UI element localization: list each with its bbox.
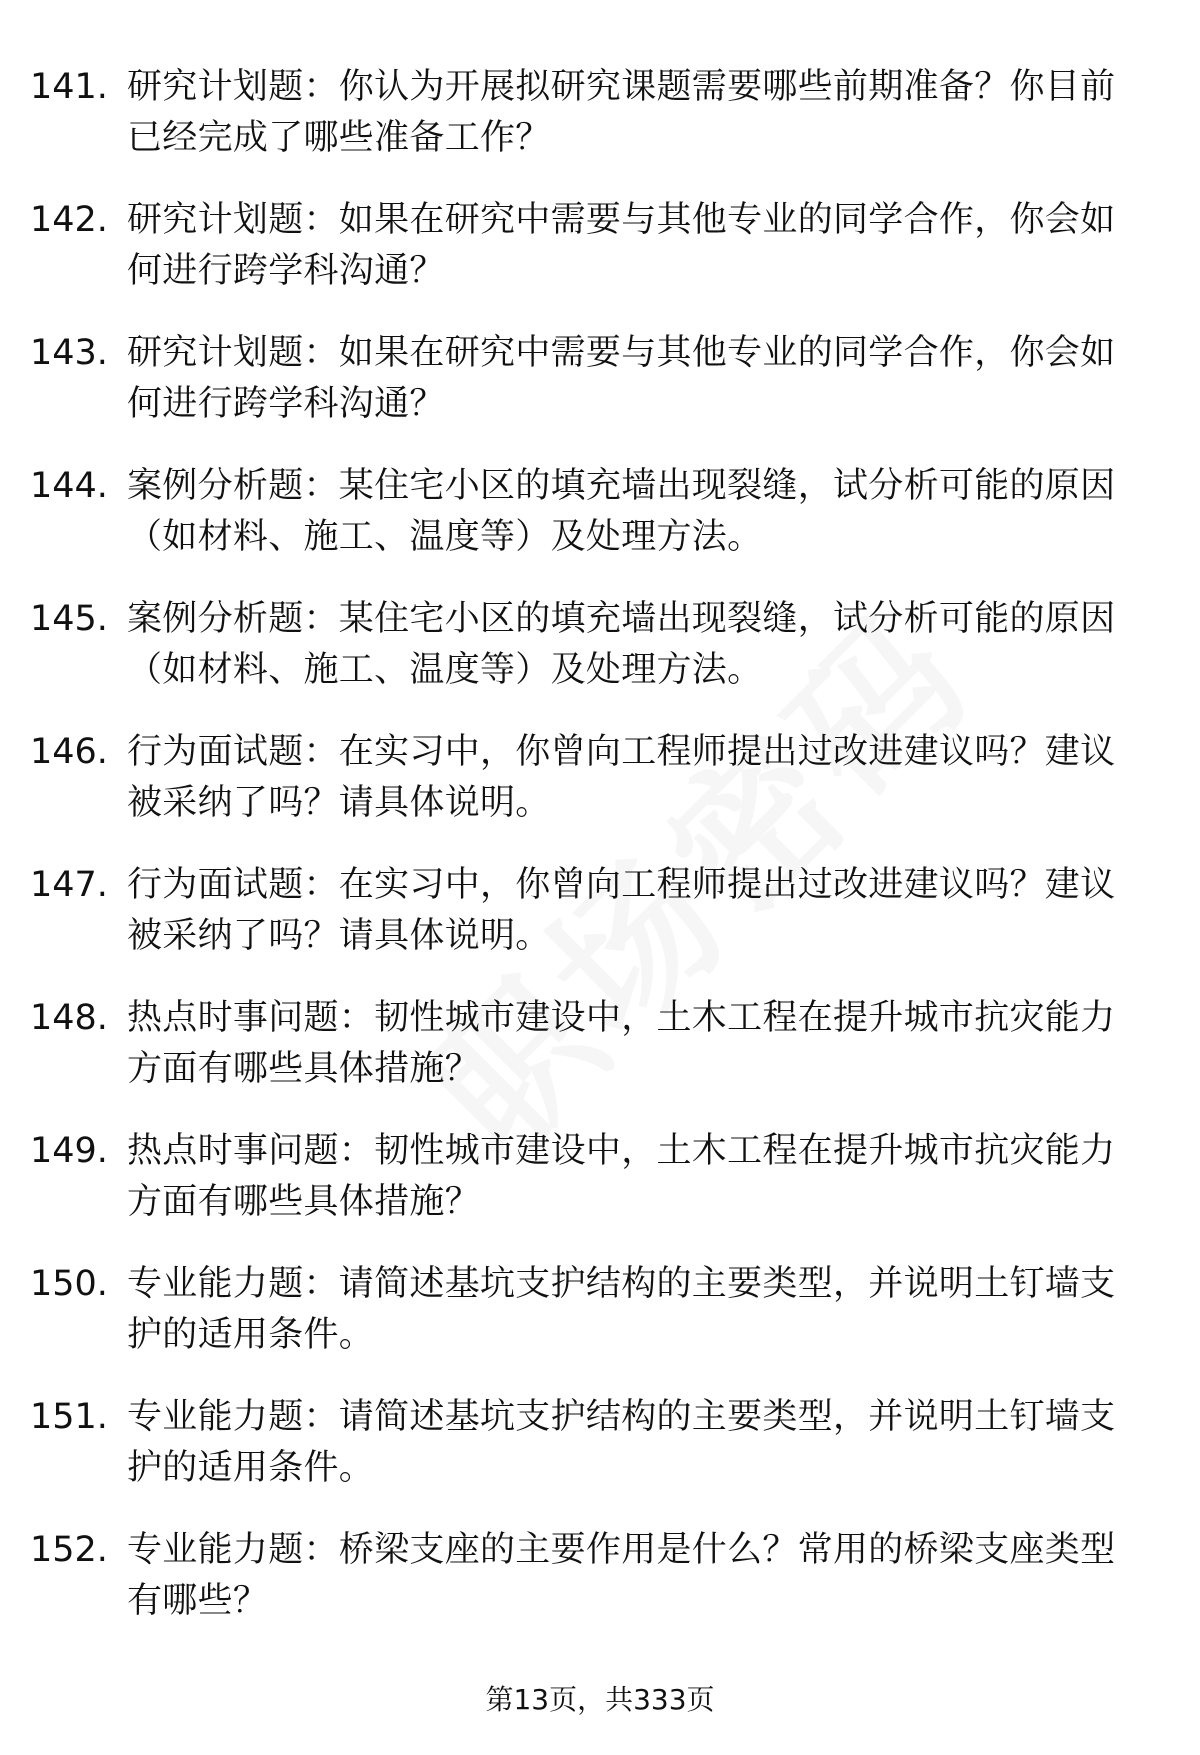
- question-text: 热点时事问题：韧性城市建设中，土木工程在提升城市抗灾能力方面有哪些具体措施？: [127, 998, 1116, 1089]
- question-text: 行为面试题：在实习中，你曾向工程师提出过改进建议吗？建议被采纳了吗？请具体说明。: [127, 865, 1116, 956]
- question-item: [30, 62, 1150, 195]
- question-text: 行为面试题：在实习中，你曾向工程师提出过改进建议吗？建议被采纳了吗？请具体说明。: [127, 732, 1116, 823]
- question-number: 141.: [30, 67, 108, 107]
- question-number: 148.: [30, 998, 108, 1038]
- question-number: 147.: [30, 865, 108, 905]
- question-item: [30, 461, 1150, 594]
- question-item: [30, 727, 1150, 860]
- question-number: 151.: [30, 1397, 108, 1437]
- question-item: [30, 195, 1150, 328]
- question-number: 143.: [30, 333, 108, 373]
- question-item: [30, 1392, 1150, 1525]
- question-item: [30, 594, 1150, 727]
- question-number: 144.: [30, 466, 108, 506]
- question-item: [30, 328, 1150, 461]
- question-item: [30, 993, 1150, 1126]
- question-item: [30, 1259, 1150, 1392]
- question-number: 152.: [30, 1530, 108, 1570]
- question-text: 研究计划题：你认为开展拟研究课题需要哪些前期准备？你目前已经完成了哪些准备工作？: [127, 67, 1116, 158]
- page-indicator: 第13页，共333页: [485, 1683, 715, 1716]
- question-text: 研究计划题：如果在研究中需要与其他专业的同学合作，你会如何进行跨学科沟通？: [127, 200, 1116, 291]
- question-number: 145.: [30, 599, 108, 639]
- question-text: 案例分析题：某住宅小区的填充墙出现裂缝，试分析可能的原因（如材料、施工、温度等）及处理方法。: [127, 466, 1116, 557]
- question-text: 研究计划题：如果在研究中需要与其他专业的同学合作，你会如何进行跨学科沟通？: [127, 333, 1116, 424]
- question-item: [30, 860, 1150, 993]
- question-item: [30, 1525, 1150, 1658]
- question-item: [30, 1126, 1150, 1259]
- question-number: 146.: [30, 732, 108, 772]
- question-number: 149.: [30, 1131, 108, 1171]
- question-text: 专业能力题：请简述基坑支护结构的主要类型，并说明土钉墙支护的适用条件。: [127, 1264, 1116, 1355]
- question-list: [30, 62, 1150, 1658]
- question-text: 专业能力题：请简述基坑支护结构的主要类型，并说明土钉墙支护的适用条件。: [127, 1397, 1116, 1488]
- question-text: 热点时事问题：韧性城市建设中，土木工程在提升城市抗灾能力方面有哪些具体措施？: [127, 1131, 1116, 1222]
- question-number: 142.: [30, 200, 108, 240]
- question-text: 案例分析题：某住宅小区的填充墙出现裂缝，试分析可能的原因（如材料、施工、温度等）及处理方法。: [127, 599, 1116, 690]
- question-text: 专业能力题：桥梁支座的主要作用是什么？常用的桥梁支座类型有哪些？: [127, 1530, 1116, 1621]
- question-number: 150.: [30, 1264, 108, 1304]
